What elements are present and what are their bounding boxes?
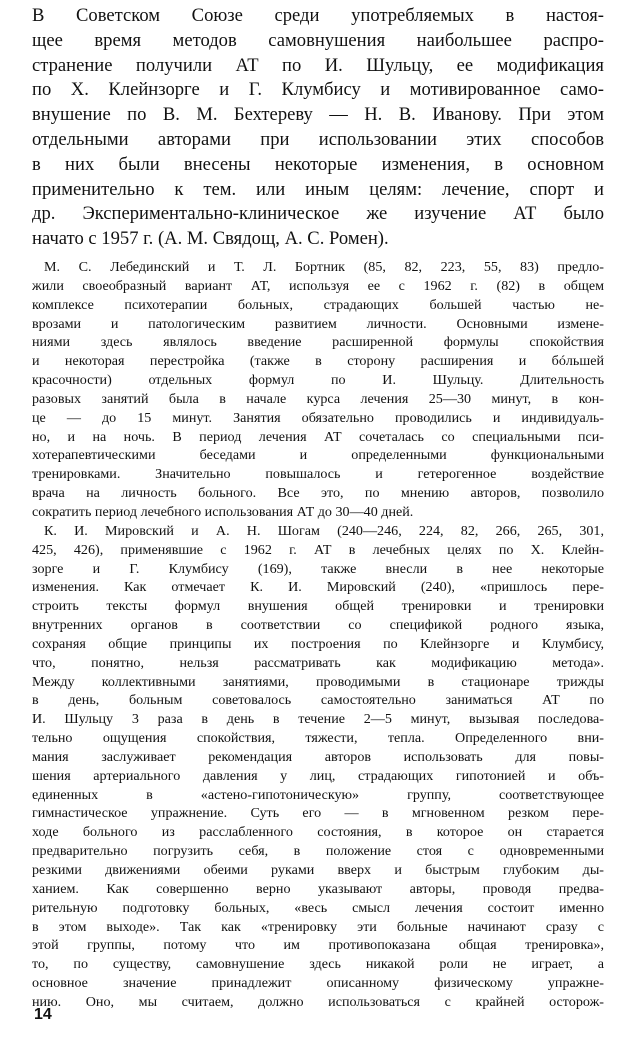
body-line: красочности) отдельных формул по И. Шульцу. Длительность [32, 372, 604, 389]
body-line: в день, больным советовалось самостоятельно заниматься АТ по [32, 692, 604, 709]
body-line: И. Шульцу 3 раза в день в течение 2—5 минут, вызывая последова- [32, 711, 604, 728]
body-line: врача на личность больного. Все это, по мнению авторов, позволило [32, 485, 604, 502]
body-line: рительную подготовку больных, «весь смысл лечения состоит именно [32, 899, 604, 916]
body-line: но, и на ночь. В период лечения АТ сочеталась со специальными пси- [32, 428, 604, 445]
body-text [32, 258, 604, 1012]
body-line: что, понятно, нельзя рассматривать как модификацию метода». [32, 654, 604, 671]
lead-line: др. Экспериментально-клиническое же изучение АТ было [32, 203, 604, 225]
lead-line: начато с 1957 г. (А. М. Свядощ, А. С. Ромен). [32, 228, 389, 250]
body-line: в этом выходе». Так как «тренировку эти больные начинают сразу с [32, 918, 604, 935]
body-line: этой группы, потому что им противопоказана общая тренировка», [32, 937, 604, 954]
body-line: то, по существу, самовнушение здесь никакой роли не играет, а [32, 956, 604, 973]
body-line: предварительно погрузить себя, в положение стоя с одновременными [32, 843, 604, 860]
body-line: Между коллективными занятиями, проводимыми в стационаре трижды [32, 673, 604, 690]
body-line: К. И. Мировский и А. Н. Шогам (240—246, 224, 82, 266, 265, 301, [44, 522, 604, 539]
body-line: зорге и Г. Клумбису (169), также внесли в нее некоторые [32, 560, 604, 577]
lead-line: по Х. Клейнзорге и Г. Клумбису и мотивированное само- [32, 79, 604, 101]
body-line: ходе больного из расслабленного состояния, в которое он старается [32, 824, 604, 841]
body-line: сократить период лечебного использования АТ до 30—40 дней. [32, 503, 414, 520]
lead-paragraph [32, 4, 604, 252]
lead-line: щее время методов самовнушения наибольшее распро- [32, 29, 604, 51]
body-line: тренировками. Значительно повышалось и гетерогенное воздействие [32, 466, 604, 483]
lead-line: в них были внесены некоторые изменения, в основном [32, 153, 604, 175]
body-line: комплексе психотерапии больных, страдающих большей частью не- [32, 296, 604, 313]
body-line: тельно ощущения спокойствия, тяжести, тепла. Определенного вни- [32, 730, 604, 747]
body-line: внутренних органов в соответствии со спецификой родного языка, [32, 617, 604, 634]
body-line: резкими движениями обеими руками вверх и быстрым глубоким ды- [32, 862, 604, 878]
body-line: сохраняя общие принципы их построения по Клейнзорге и Клумбису, [32, 635, 604, 652]
body-line: 425, 426), применявшие с 1962 г. АТ в лечебных целях по Х. Клейн- [32, 541, 604, 558]
lead-line: применительно к тем. или иным целям: лечение, спорт и [32, 178, 604, 200]
body-line: М. С. Лебединский и Т. Л. Бортник (85, 82, 223, 55, 83) предло- [44, 259, 604, 275]
body-line: врозами и патологическим развитием личности. Основными изменe- [32, 315, 604, 332]
body-line: нию. Оно, мы считаем, должно использоваться с крайней осторож- [32, 993, 604, 1010]
body-line: гимнастическое упражнение. Суть его — в мгновенном резком пере- [32, 805, 604, 822]
body-line: хотерапевтическими беседами и определенными функциональными [32, 447, 604, 464]
body-line: строить тексты формул внушения общей тренировки и тренировки [32, 598, 604, 615]
page-number: 14 [34, 1006, 52, 1023]
body-line: изменения. Как отмечает К. И. Мировский (240), «пришлось пере- [32, 579, 604, 596]
lead-line: отдельными авторами при использовании этих способов [32, 128, 604, 150]
body-line: единенных в «астено-гипотоническую» группу, соответствующее [32, 786, 604, 803]
body-line: разовых занятий была в начале курса лечения 25—30 минут, в кон- [32, 390, 604, 407]
body-line: шения артериального давления у лиц, страдающих гипотонией и объ- [32, 767, 604, 784]
body-line: це — до 15 минут. Занятия обязательно проводились и индивидуаль- [32, 409, 604, 426]
body-line: ниями здесь являлось введение расширенной формулы спокойствия [32, 334, 604, 351]
lead-line: странение получили АТ по И. Шульцу, ее модификация [32, 54, 604, 76]
body-line: и некоторая перестройка (также в сторону расширения и бóльшей [32, 353, 604, 370]
body-line: мания заслуживает рекомендация авторов использовать для повы- [32, 748, 604, 765]
lead-line: В Советском Союзе среди употребляемых в настоя- [32, 5, 604, 26]
body-line: основное значение принадлежит описанному физическому упражне- [32, 975, 604, 992]
body-line: ханием. Как совершенно верно указывают авторы, проводя предва- [32, 880, 604, 897]
body-line: жили своеобразный вариант АТ, используя ее с 1962 г. (82) в общем [32, 277, 604, 294]
lead-line: внушение по В. М. Бехтереву — Н. В. Иванову. При этом [32, 104, 604, 126]
